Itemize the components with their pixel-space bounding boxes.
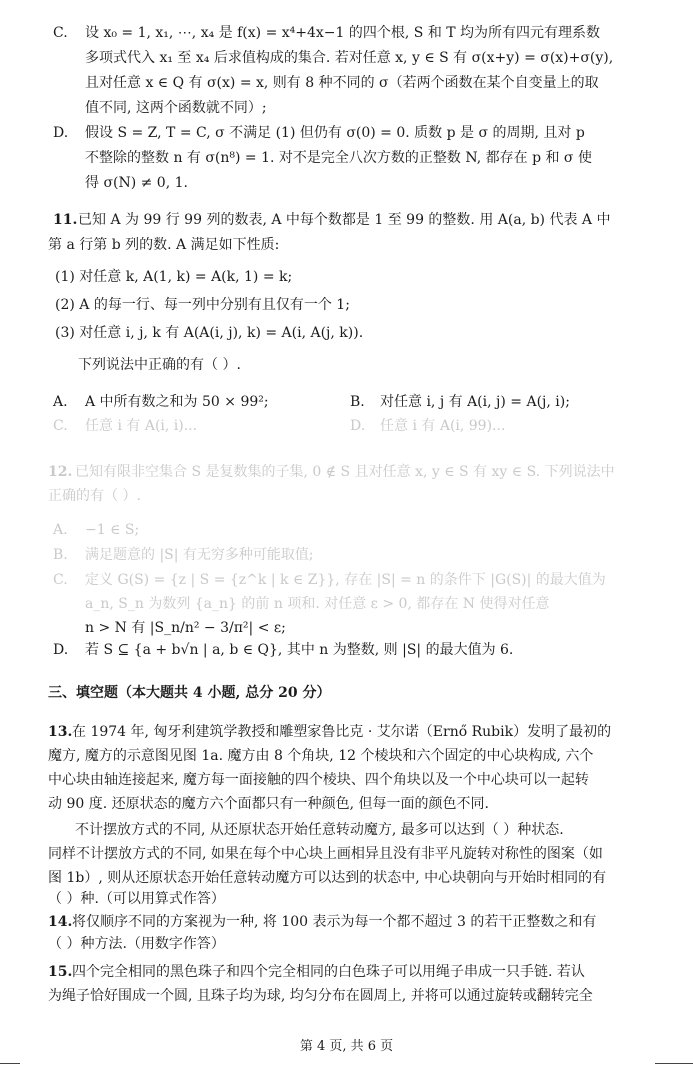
page-footer: 第 4 页, 共 6 页 [299,1039,394,1054]
q12-option-c-line: n > N 有 |S_n/n² − 3/π²| < ε; [85,620,286,636]
q11-number: 11. [53,212,78,228]
q12-stem-line: 已知有限非空集合 S 是复数集的子集, 0 ∉ S 且对任意 x, y ∈ S 有 xy ∈ S. 下列说法中 [75,464,615,480]
q12-option-c-line: 定义 G(S) = {z | S = {z^k | k ∈ Z}}, 存在 |S| = n 的条件下 |G(S)| 的最大值为 [85,572,606,588]
q10-option-d-line: 得 σ(N) ≠ 0, 1. [85,175,188,191]
q12-option-c-label: C. [53,572,68,588]
q12-option-b-label: B. [53,547,68,563]
q12-option-d-text: 若 S ⊆ {a + b√n | a, b ∈ Q}, 其中 n 为整数, 则 |S| 的最大值为 6. [85,642,514,658]
q13-paragraph-line: 魔方, 魔方的示意图见图 1a. 魔方由 8 个角块, 12 个棱块和六个固定的中心块构成, 六个 [48,748,594,764]
q14-line: 将仅顺序不同的方案视为一种, 将 100 表示为每一个都不超过 3 的若干正整数之和有 [72,914,597,930]
q12-option-c-line: a_n, S_n 为数列 {a_n} 的前 n 项和. 对任意 ε > 0, 都存在 N 使得对任意 [85,596,550,612]
q12-option-b-text: 满足题意的 |S| 有无穷多种可能取值; [85,547,314,563]
q15-line: 四个完全相同的黑色珠子和四个完全相同的白色珠子可以用绳子串成一只手链. 若认 [72,964,585,980]
q11-option-a-text: A 中所有数之和为 50 × 99²; [85,394,269,410]
q10-option-c-label: C. [53,25,68,41]
q10-option-c-line: 设 x₀ = 1, x₁, ⋯, x₄ 是 f(x) = x⁴+4x−1 的四个根, S 和 T 均为所有四元有理系数 [85,25,601,41]
q11-stem-line: 第 a 行第 b 列的数. A 满足如下性质: [48,237,280,253]
bottom-edge-rule [655,1063,693,1064]
q12-number: 12. [48,464,73,480]
q11-option-d-label: D. [350,418,366,434]
q13-paragraph-line: 同样不计摆放方式的不同, 如果在每个中心块上画相异且没有非平凡旋转对称性的图案（如 [48,846,603,862]
q10-option-d-label: D. [53,125,69,141]
q14-number: 14. [48,914,73,930]
q11-option-c-text: 任意 i 有 A(i, i)... [85,418,198,434]
q13-paragraph-line: 在 1974 年, 匈牙利建筑学教授和雕塑家鲁比克 · 艾尔诺（Ernő Rubik）发明了最初的 [72,724,612,740]
q10-option-c-line: 多项式代入 x₁ 至 x₄ 后求值构成的集合. 若对任意 x, y ∈ S 有 σ(x+y) = σ(x)+σ(y), [85,50,614,66]
q12-option-d-label: D. [53,642,69,658]
q11-condition: (1) 对任意 k, A(1, k) = A(k, 1) = k; [55,269,293,285]
q11-option-c-label: C. [53,418,68,434]
q13-paragraph-line: 中心块由轴连接起来, 魔方每一面接触的四个棱块、四个角块以及一个中心块可以一起转 [48,772,589,788]
q12-option-a-text: −1 ∈ S; [85,522,140,538]
q10-option-d-line: 不整除的整数 n 有 σ(n⁸) = 1. 对不是完全八次方数的正整数 N, 都存在 p 和 σ 使 [85,150,592,166]
q14-line: （ ）种方法.（用数字作答） [48,936,225,952]
q10-option-d-line: 假设 S = Z, T = C, σ 不满足 (1) 但仍有 σ(0) = 0. 质数 p 是 σ 的周期, 且对 p [85,125,585,141]
q13-paragraph-line: 动 90 度. 还原状态的魔方六个面都只有一种颜色, 但每一面的颜色不同. [48,796,489,812]
q12-option-a-label: A. [53,522,68,538]
q13-paragraph-line: 图 1b）, 则从还原状态开始任意转动魔方可以达到的状态中, 中心块朝向与开始时相同的有 [48,870,607,886]
q13-paragraph-line: （ ）种.（可以用算式作答） [48,891,225,907]
q11-option-d-text: 任意 i 有 A(i, 99)... [380,418,506,434]
q11-option-b-text: 对任意 i, j 有 A(i, j) = A(j, i); [380,394,570,410]
q15-line: 为绳子恰好围成一个圆, 且珠子均为球, 均匀分布在圆周上, 并将可以通过旋转或翻转完全 [48,988,593,1004]
q10-option-c-line: 值不同, 这两个函数就不同）; [85,100,267,116]
q11-condition: (3) 对任意 i, j, k 有 A(A(i, j), k) = A(i, A(j, k)). [55,325,364,341]
q13-paragraph-line: 不计摆放方式的不同, 从还原状态开始任意转动魔方, 最多可以达到（ ）种状态. [75,822,564,838]
bottom-edge-rule [0,1063,20,1064]
q10-option-c-line: 且对任意 x ∈ Q 有 σ(x) = x, 则有 8 种不同的 σ（若两个函数在某个自变量上的取 [85,75,599,91]
q12-stem-line: 正确的有（ ）. [48,488,141,504]
q11-condition: (2) A 的每一行、每一列中分别有且仅有一个 1; [55,297,350,313]
q13-number: 13. [48,724,73,740]
q11-prompt: 下列说法中正确的有（ ）. [78,357,241,373]
q11-option-a-label: A. [53,394,68,410]
q15-number: 15. [48,964,73,980]
q11-stem-line: 已知 A 为 99 行 99 列的数表, A 中每个数都是 1 至 99 的整数. 用 A(a, b) 代表 A 中 [78,212,611,228]
q11-option-b-label: B. [350,394,365,410]
section-heading: 三、填空题（本大题共 4 小题, 总分 20 分） [48,685,331,701]
